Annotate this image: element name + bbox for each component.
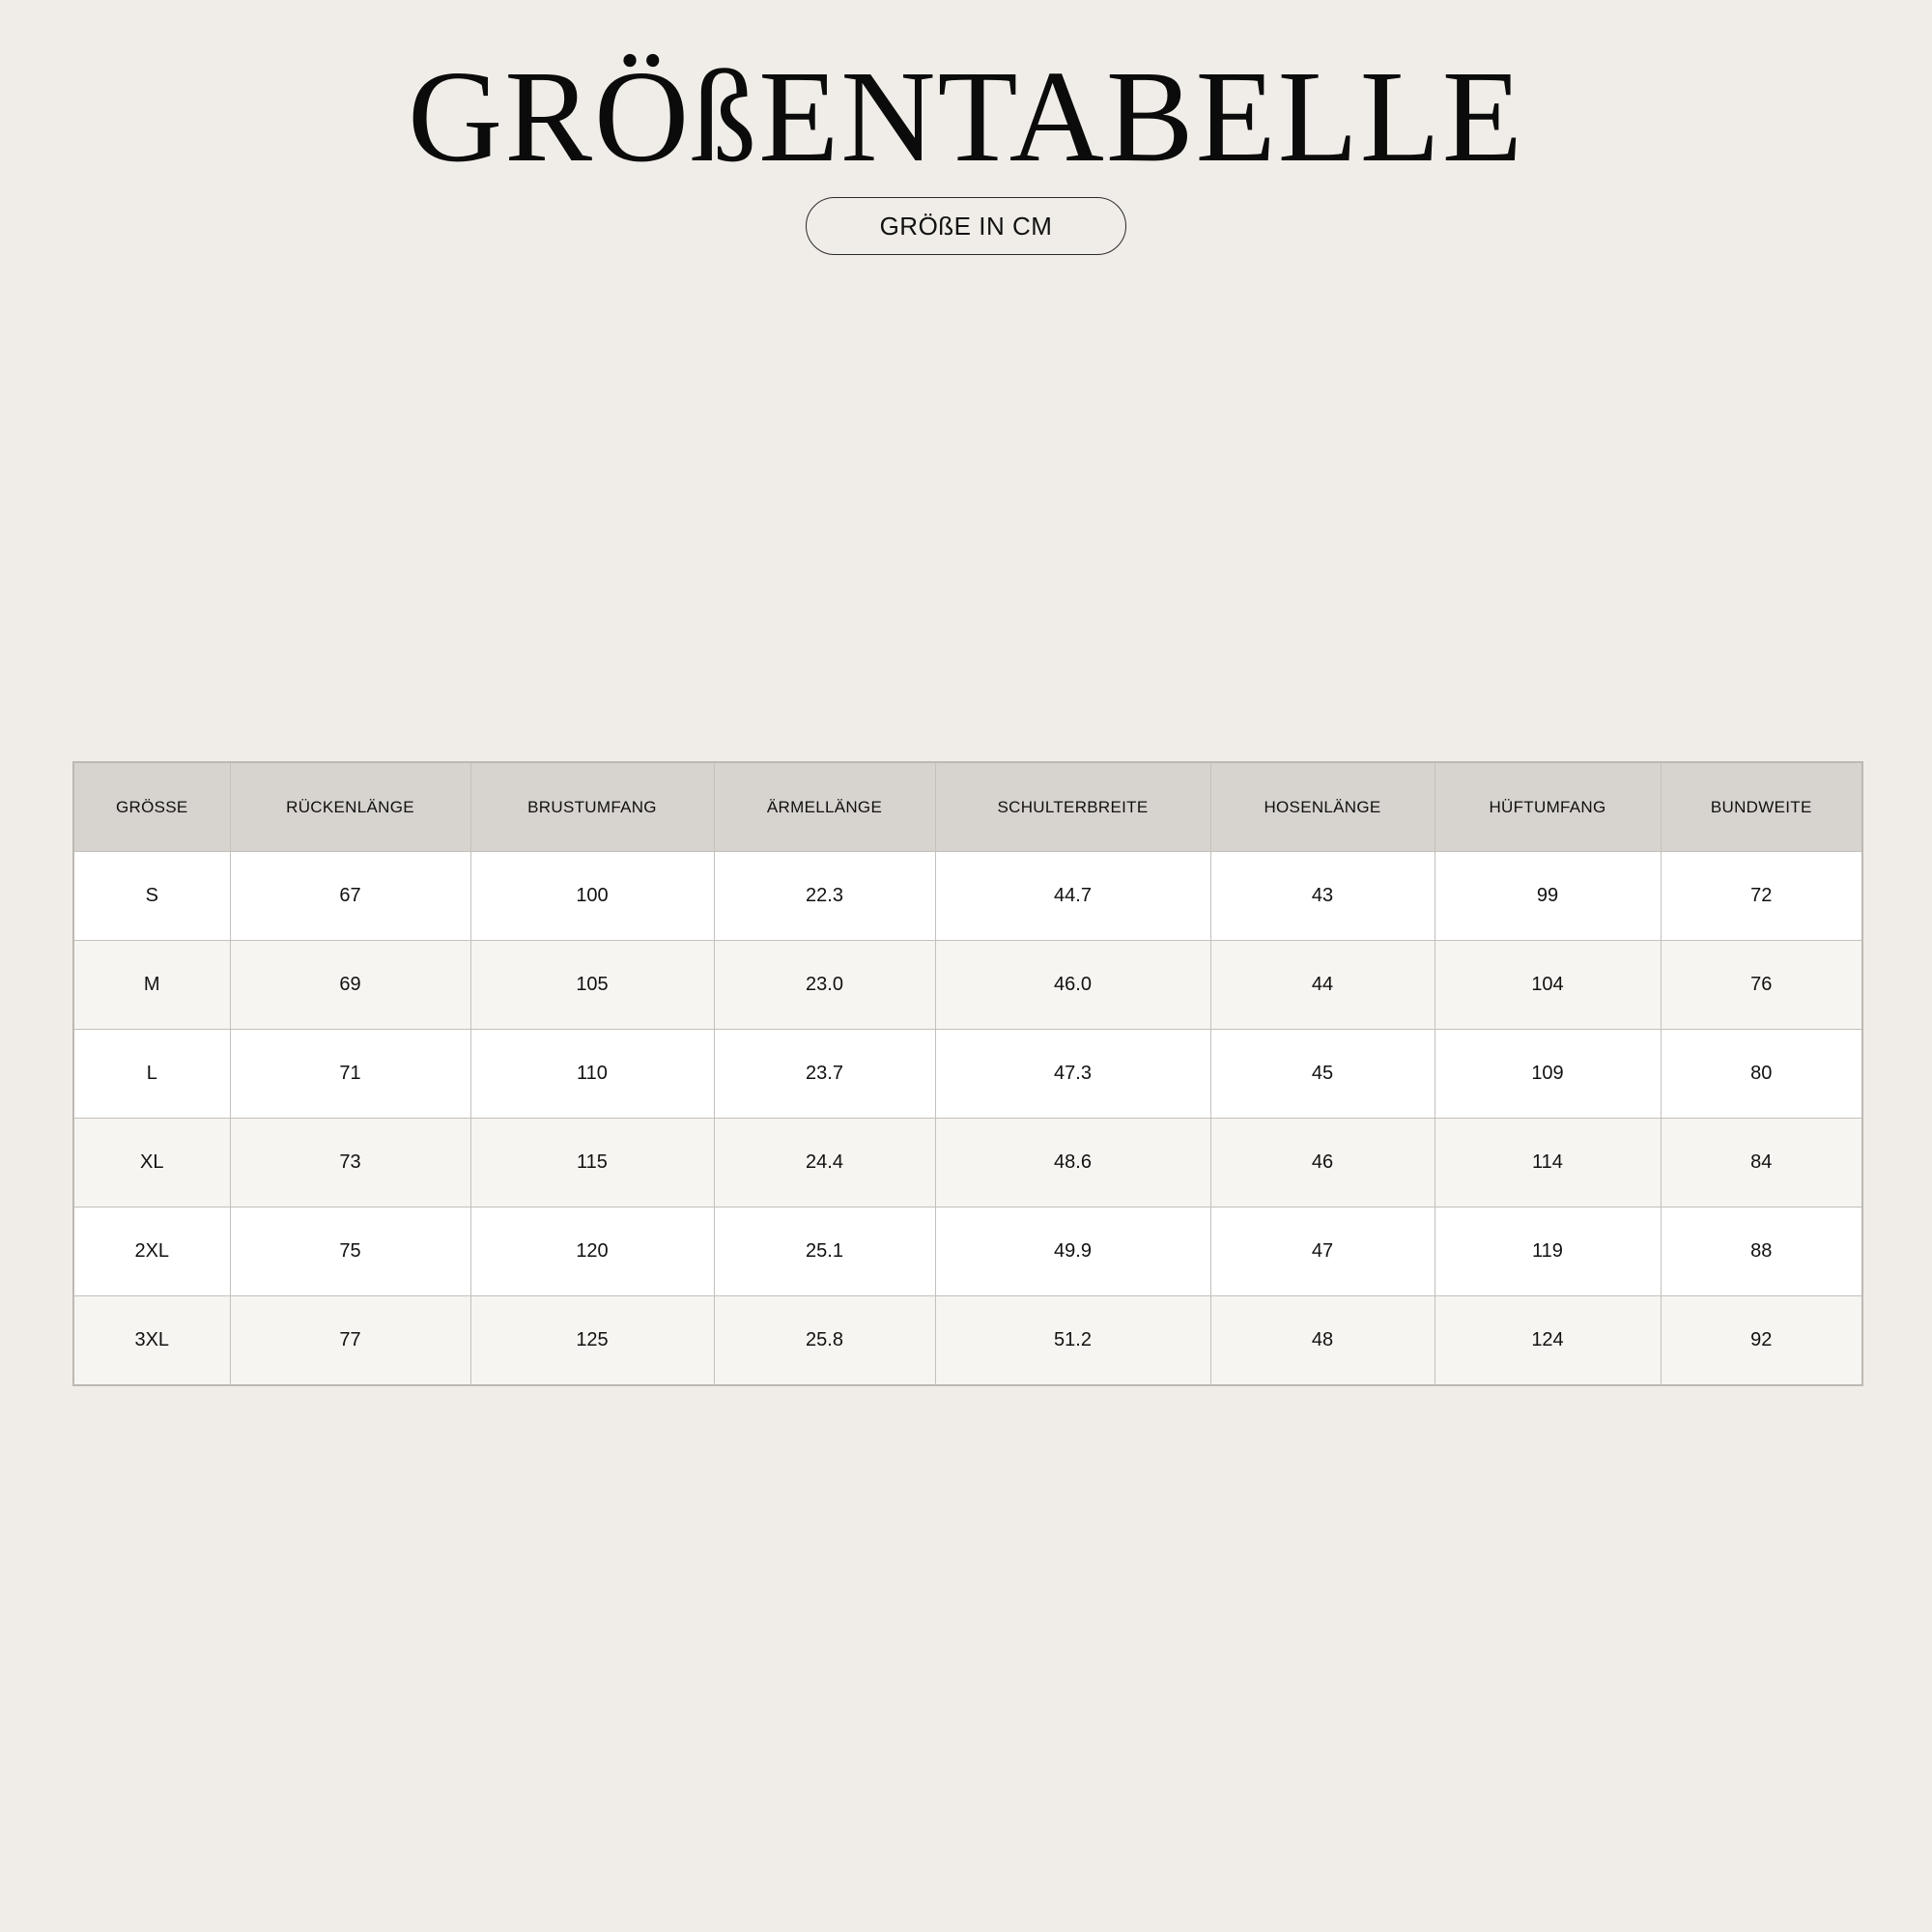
- table-cell: 114: [1435, 1119, 1661, 1208]
- unit-badge: GRÖßE IN CM: [806, 197, 1126, 255]
- table-cell: 77: [230, 1296, 470, 1386]
- table-cell: 25.8: [714, 1296, 935, 1386]
- table-cell: 23.0: [714, 941, 935, 1030]
- table-cell: 110: [470, 1030, 714, 1119]
- table-cell: 71: [230, 1030, 470, 1119]
- table-cell: 46: [1210, 1119, 1435, 1208]
- table-cell: 76: [1661, 941, 1862, 1030]
- table-cell: 120: [470, 1208, 714, 1296]
- header-sleeve-length: ÄRMELLÄNGE: [714, 762, 935, 852]
- table-cell: 115: [470, 1119, 714, 1208]
- table-cell: 23.7: [714, 1030, 935, 1119]
- table-cell: 73: [230, 1119, 470, 1208]
- size-table: [72, 761, 1863, 1386]
- table-cell: 44: [1210, 941, 1435, 1030]
- table-row: [73, 1030, 1862, 1119]
- table-cell: 24.4: [714, 1119, 935, 1208]
- header-back-length: RÜCKENLÄNGE: [230, 762, 470, 852]
- table-cell: 88: [1661, 1208, 1862, 1296]
- table-cell: 109: [1435, 1030, 1661, 1119]
- header-waist: BUNDWEITE: [1661, 762, 1862, 852]
- table-cell: 104: [1435, 941, 1661, 1030]
- table-cell: 92: [1661, 1296, 1862, 1386]
- header-shoulder-width: SCHULTERBREITE: [935, 762, 1210, 852]
- table-cell: 125: [470, 1296, 714, 1386]
- header-chest: BRUSTUMFANG: [470, 762, 714, 852]
- table-cell: 47.3: [935, 1030, 1210, 1119]
- header-size: GRÖSSE: [73, 762, 230, 852]
- table-cell: 2XL: [73, 1208, 230, 1296]
- table-cell: 48: [1210, 1296, 1435, 1386]
- table-cell: 3XL: [73, 1296, 230, 1386]
- table-row: [73, 852, 1862, 941]
- table-cell: 22.3: [714, 852, 935, 941]
- table-cell: 67: [230, 852, 470, 941]
- table-cell: S: [73, 852, 230, 941]
- table-cell: 44.7: [935, 852, 1210, 941]
- table-row: [73, 1208, 1862, 1296]
- table-row: [73, 1119, 1862, 1208]
- table-header-row: [73, 762, 1862, 852]
- table-cell: 105: [470, 941, 714, 1030]
- table-row: [73, 1296, 1862, 1386]
- table-cell: 84: [1661, 1119, 1862, 1208]
- table-cell: 80: [1661, 1030, 1862, 1119]
- table-cell: 124: [1435, 1296, 1661, 1386]
- page-title: GRÖßENTABELLE: [408, 44, 1524, 189]
- table-cell: 51.2: [935, 1296, 1210, 1386]
- table-cell: 48.6: [935, 1119, 1210, 1208]
- table-cell: 100: [470, 852, 714, 941]
- table-cell: 46.0: [935, 941, 1210, 1030]
- table-cell: 25.1: [714, 1208, 935, 1296]
- table-row: [73, 941, 1862, 1030]
- table-cell: 99: [1435, 852, 1661, 941]
- table-cell: 45: [1210, 1030, 1435, 1119]
- table-cell: L: [73, 1030, 230, 1119]
- header-pants-length: HOSENLÄNGE: [1210, 762, 1435, 852]
- table-cell: M: [73, 941, 230, 1030]
- table-cell: 75: [230, 1208, 470, 1296]
- header-hip: HÜFTUMFANG: [1435, 762, 1661, 852]
- table-cell: 119: [1435, 1208, 1661, 1296]
- table-cell: 47: [1210, 1208, 1435, 1296]
- table-cell: 43: [1210, 852, 1435, 941]
- table-cell: 69: [230, 941, 470, 1030]
- table-cell: 49.9: [935, 1208, 1210, 1296]
- table-cell: 72: [1661, 852, 1862, 941]
- table-cell: XL: [73, 1119, 230, 1208]
